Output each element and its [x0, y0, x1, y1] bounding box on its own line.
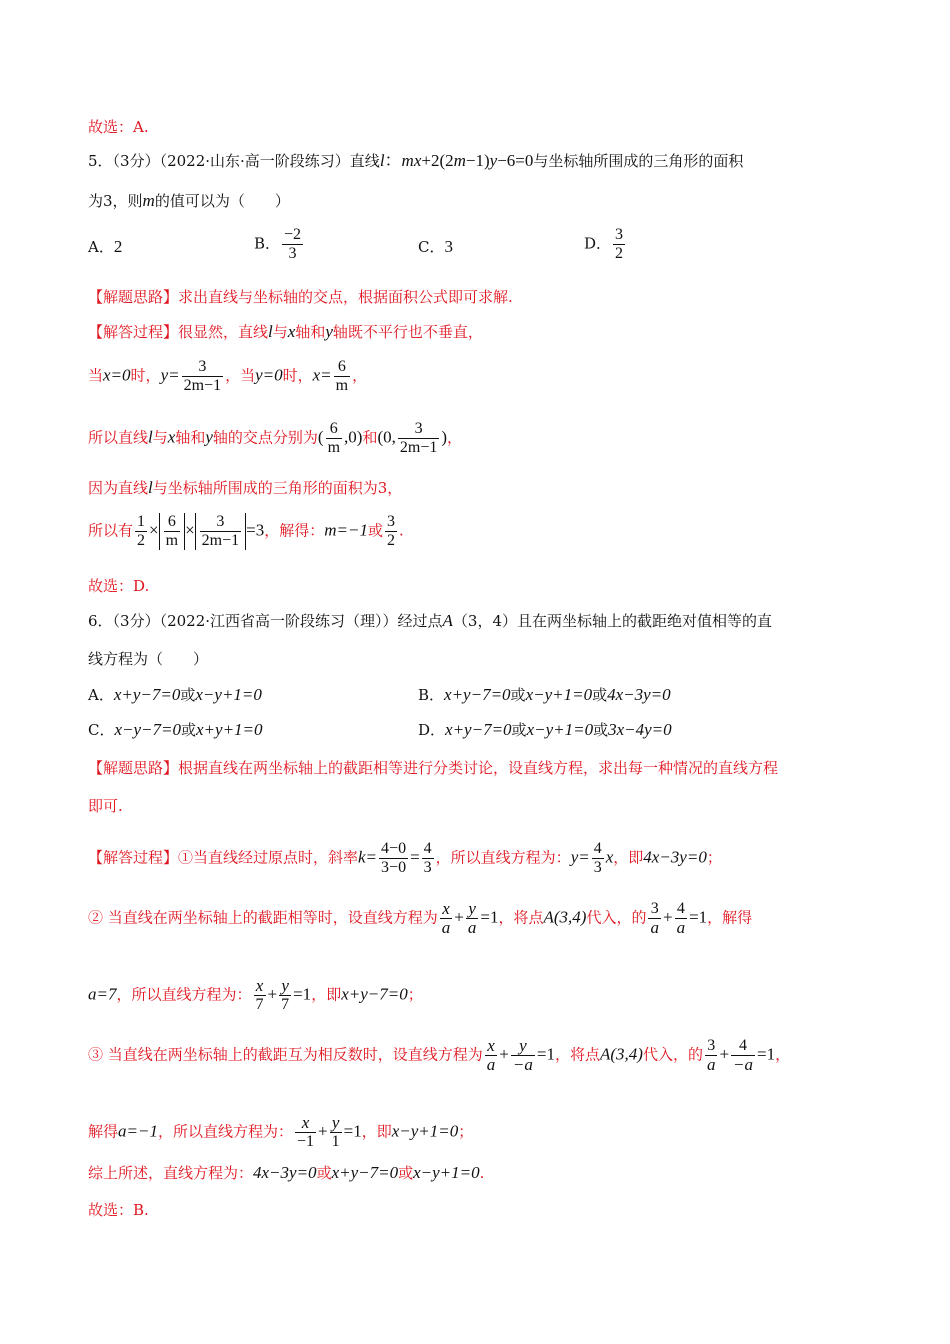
q6-c2l-f1-den: 7 — [255, 996, 264, 1013]
q5-s3-p1-open: ( — [317, 427, 324, 447]
q6-process-case2 — [88, 900, 752, 937]
q6-c1-f1-den: 3−0 — [381, 859, 407, 876]
q5-s2-f1-num: 3 — [182, 358, 223, 377]
q5-s5-abs2-num: 3 — [200, 513, 241, 532]
q6-c3-f4-den: −a — [733, 1055, 754, 1074]
q6-option-a — [88, 684, 262, 706]
q5-process-step3 — [88, 420, 462, 457]
q5-s1-y: y — [325, 322, 333, 341]
q5-option-a-value: 2 — [113, 237, 123, 256]
q6-option-d-e3: 3x−4y=0 — [608, 720, 672, 739]
q5-process-step5 — [88, 513, 404, 550]
q5-s4-l: l — [148, 478, 153, 497]
q6-c1-d: ； — [706, 848, 722, 867]
q6-c3-b: ，将点 — [554, 1045, 600, 1064]
q6-option-c-e2: x+y+1=0 — [196, 720, 263, 739]
q5-eq-f: y — [489, 151, 498, 170]
q6-option-a-e1: x+y−7=0 — [113, 685, 181, 704]
q5-s5-abs1-fraction — [164, 513, 180, 550]
q6-c3l-d: ； — [458, 1122, 474, 1141]
q5-stem-line2-a: 为3，则 — [88, 192, 143, 210]
q5-s3-p2-den: 2m−1 — [399, 439, 438, 456]
q6-process-case1 — [88, 840, 722, 877]
q6-thinking-line2: 即可. — [88, 797, 123, 815]
q6-c3-f3-num: 3 — [705, 1037, 718, 1056]
q5-s2-y: y= — [160, 365, 180, 385]
q5-s5-abs1-num: 6 — [164, 513, 180, 532]
q6-c2l-plus: + — [267, 984, 278, 1004]
q6-c2-a: ② 当直线在两坐标轴上的截距相等时，设直线方程为 — [88, 908, 438, 927]
q6-c2-f1-den: a — [441, 918, 451, 937]
q5-s5-half-num: 1 — [137, 513, 146, 530]
q6-option-c-label: C． — [88, 721, 115, 739]
q6-c2-b: ，将点 — [498, 908, 544, 927]
q6-c3-fraction-3 — [705, 1037, 718, 1074]
q6-c3-f1-den: a — [486, 1055, 496, 1074]
q6-c2l-c: ，即 — [311, 985, 342, 1004]
q5-s2-f1-den: 2m−1 — [183, 377, 222, 394]
q6-option-b-label: B． — [418, 686, 445, 704]
q6-c3-fraction-4 — [731, 1037, 755, 1074]
q5-stem-line1 — [88, 150, 743, 172]
q6-c2-f2-den: a — [467, 918, 477, 937]
q6-c1-f3-den: 3 — [593, 859, 602, 876]
q6-c2-c: 代入，的 — [586, 908, 647, 927]
q6-c3-d: ， — [775, 1045, 791, 1064]
q6-c1-b: ，所以直线方程为： — [435, 848, 571, 867]
q6-answer-choice: 故选：B. — [88, 1201, 149, 1219]
q5-s3-x: x — [167, 427, 176, 447]
q5-s5-half-den: 2 — [137, 532, 146, 549]
q6-c3l-c: ，即 — [361, 1122, 392, 1141]
q5-process-step1 — [88, 321, 483, 343]
q6-c3-fraction-1 — [485, 1037, 498, 1074]
q6-c1-eq: = — [410, 847, 420, 867]
q6-option-b-or1: 或 — [510, 686, 526, 704]
q6-c3-eq: =1 — [536, 1044, 555, 1064]
q6-c2-eq-2: =1 — [689, 907, 708, 927]
q6-sum-e3: x−y+1=0 — [413, 1163, 480, 1182]
q5-process-step4 — [88, 477, 402, 499]
q5-s5-abs-2 — [195, 513, 246, 550]
q5-s3-p1-close: ,0) — [344, 427, 363, 447]
q6-c1-f2-num: 4 — [423, 840, 432, 857]
q6-sum-e2: x+y−7=0 — [331, 1163, 399, 1182]
q6-sum-e1: 4x−3y=0 — [253, 1163, 317, 1182]
q6-option-d-label: D． — [418, 721, 446, 739]
q5-option-b — [254, 226, 305, 263]
q6-c2-fraction-2 — [466, 900, 479, 937]
q5-s1-b: 与 — [272, 323, 288, 341]
q5-option-d-label: D． — [584, 234, 612, 253]
q5-s2-x: x= — [312, 365, 332, 385]
q5-s5-r-num: 3 — [386, 513, 395, 530]
q6-c3l-fraction-1 — [295, 1114, 316, 1151]
q6-c3-point: A(3,4) — [599, 1044, 643, 1064]
q6-c2l-b: ，所以直线方程为： — [116, 985, 252, 1004]
q6-c1-fraction-2 — [422, 840, 434, 877]
q6-c2-eq: =1 — [480, 907, 499, 927]
q6-thinking-line1: 【解题思路】根据直线在两坐标轴上的截距相等进行分类讨论，设直线方程，求出每一种情况的直线方程 — [88, 759, 779, 777]
q5-s1-c: 轴和 — [295, 323, 326, 341]
q6-c1-f2-den: 3 — [423, 859, 432, 876]
q5-answer-choice: 故选：D. — [88, 577, 150, 595]
q5-s5-result-fraction — [385, 513, 397, 550]
q6-option-a-label: A． — [88, 686, 114, 704]
q5-stem-line2-b: 的值可以为（ ） — [154, 192, 290, 210]
q5-option-d — [584, 226, 627, 263]
q4-answer-choice: 故选：A. — [88, 118, 149, 136]
q6-c2-fraction-3 — [648, 900, 661, 937]
q6-c3l-a: 解得 — [88, 1122, 119, 1141]
q6-c3l-f2-num: y — [330, 1114, 342, 1133]
q6-c3-eq-2: =1 — [757, 1044, 776, 1064]
q6-stem-line2: 线方程为（ ） — [88, 650, 209, 668]
q6-c2l-eq: =1 — [293, 984, 312, 1004]
q5-s2-fraction-2 — [334, 358, 350, 395]
q5-s3-p2-num: 3 — [398, 420, 439, 439]
q5-s2-e: ， — [352, 366, 368, 385]
q5-option-d-den: 2 — [615, 245, 624, 262]
q5-s1-x: x — [287, 322, 296, 341]
q5-s2-fraction-1 — [182, 358, 223, 395]
q6-option-b-e1: x+y−7=0 — [444, 685, 511, 704]
q5-s5-half-fraction — [135, 513, 147, 550]
q6-c3l-b: ，所以直线方程为： — [157, 1122, 293, 1141]
q6-c2-fraction-1 — [440, 900, 453, 937]
q5-eq-c: (2 — [439, 151, 454, 170]
q5-stem-line2 — [88, 190, 290, 212]
q5-eq-e: −1) — [465, 151, 490, 170]
q5-s3-e: 和 — [362, 428, 378, 447]
q5-option-c — [418, 236, 453, 258]
q5-s5-a: 所以有 — [88, 521, 134, 540]
q6-c1-res: 4x−3y=0 — [643, 847, 707, 867]
q6-stem-point-a: A — [442, 611, 453, 630]
q6-option-a-or1: 或 — [180, 686, 196, 704]
q6-option-a-e2: x−y+1=0 — [195, 685, 262, 704]
q6-option-d-or2: 或 — [593, 721, 609, 739]
q6-c1-y: y= — [570, 847, 590, 867]
q6-c3-fraction-2 — [511, 1037, 535, 1074]
q6-c2-f3-num: 3 — [648, 900, 661, 919]
q5-eq-b: +2 — [421, 151, 440, 170]
q5-option-a-label: A． — [88, 238, 114, 256]
q5-s3-p1-num: 6 — [326, 420, 342, 439]
q6-c2l-f2-num: y — [279, 977, 291, 996]
q5-s2-b: 时， — [130, 366, 161, 385]
q5-s2-c: ，当 — [225, 366, 256, 385]
q5-s5-abs-1 — [159, 513, 185, 550]
q6-c2-fraction-4 — [675, 900, 688, 937]
q6-c3-plus-2: + — [719, 1044, 730, 1064]
q6-c3l-eq: =1 — [343, 1121, 362, 1141]
q6-c2l-f2-den: 7 — [281, 996, 290, 1013]
q5-s5-dot: . — [398, 521, 404, 540]
q5-stem-suffix: 与坐标轴所围成的三角形的面积 — [533, 152, 744, 170]
q5-option-a — [88, 236, 122, 258]
q6-c2l-f1-num: x — [254, 977, 266, 996]
q6-process-case2-cont — [88, 977, 423, 1014]
q6-sum-or1: 或 — [316, 1164, 332, 1182]
q5-stem-prefix: 5．（3分）（2022·山东·高一阶段练习）直线 — [88, 152, 380, 170]
q6-c2-f2-num: y — [466, 900, 479, 919]
q6-c1-fraction-3 — [592, 840, 604, 877]
q5-option-b-num: −2 — [284, 226, 302, 243]
q5-option-d-num: 3 — [615, 226, 624, 243]
q6-option-c-or1: 或 — [181, 721, 197, 739]
q6-c1-f1-num: 4−0 — [381, 840, 407, 857]
q6-c2-plus: + — [454, 907, 464, 927]
q6-c2-d: ，解得 — [707, 908, 753, 927]
q5-s5-times-1: × — [149, 520, 159, 540]
q6-c3l-f1-den: −1 — [296, 1133, 315, 1150]
q6-c2-point: A(3,4) — [543, 907, 587, 927]
q6-c3-a: ③ 当直线在两坐标轴上的截距互为相反数时，设直线方程为 — [88, 1045, 483, 1064]
q5-option-b-label: B． — [254, 234, 281, 253]
q5-s5-abs2-den: 2m−1 — [201, 532, 240, 549]
q6-option-b-e2: x−y+1=0 — [525, 685, 593, 704]
q5-s1-l: l — [268, 322, 273, 341]
q6-c3-f1-num: x — [485, 1037, 498, 1056]
q6-c2-plus-2: + — [662, 907, 673, 927]
q5-eq-l: l — [379, 151, 385, 170]
q6-c2-f4-num: 4 — [675, 900, 688, 919]
q5-s3-c: 轴和 — [175, 428, 206, 447]
q5-option-b-den: 3 — [288, 245, 297, 262]
q6-stem-a: 6．（3分）（2022·江西省高一阶段练习（理））经过点 — [88, 612, 443, 630]
q5-eq-g: −6=0 — [497, 151, 534, 170]
q5-s3-a: 所以直线 — [88, 428, 149, 447]
q6-c2-f4-den: a — [676, 918, 686, 937]
q5-stem-var: m — [142, 191, 155, 210]
q5-s3-f: ， — [447, 428, 463, 447]
q5-s2-x0: x=0 — [103, 365, 131, 385]
q6-option-c-e1: x−y−7=0 — [114, 720, 181, 739]
q6-c3l-res: x−y+1=0 — [391, 1121, 459, 1141]
q6-stem-b: （3，4）且在两坐标轴上的截距绝对值相等的直 — [452, 612, 773, 630]
q6-c2l-d: ； — [407, 985, 423, 1004]
q5-s3-y: y — [205, 427, 213, 447]
q6-option-b-or2: 或 — [592, 686, 608, 704]
q6-c3-c: 代入，的 — [642, 1045, 703, 1064]
q6-sum-dot: . — [479, 1164, 485, 1182]
q5-s5-m: m=−1 — [324, 520, 368, 540]
q5-s5-eq: =3 — [246, 520, 265, 540]
q6-c1-c: ，即 — [613, 848, 644, 867]
q5-option-c-value: 3 — [444, 237, 453, 256]
q6-c2l-a: a=7 — [88, 984, 117, 1004]
q6-option-d-e1: x+y−7=0 — [445, 720, 512, 739]
q6-option-b-e3: 4x−3y=0 — [607, 685, 671, 704]
q5-s5-abs1-den: m — [165, 532, 179, 549]
q6-option-d — [418, 719, 672, 741]
q6-c1-k: k= — [358, 847, 378, 867]
q6-stem-line1 — [88, 610, 772, 632]
q6-c3-f3-den: a — [706, 1055, 716, 1074]
q6-c3-plus: + — [499, 1044, 509, 1064]
q6-c2l-res: x+y−7=0 — [341, 984, 408, 1004]
q5-s3-p2-open: (0, — [377, 427, 396, 447]
q6-summary — [88, 1162, 484, 1184]
q6-c2-f3-den: a — [650, 918, 659, 937]
q5-s2-f2-den: m — [335, 377, 349, 394]
q5-s1-d: 轴既不平行也不垂直， — [332, 323, 483, 341]
q6-option-d-e2: x−y+1=0 — [526, 720, 594, 739]
q5-thinking: 【解题思路】求出直线与坐标轴的交点，根据面积公式即可求解. — [88, 288, 513, 306]
q6-sum-or2: 或 — [398, 1164, 414, 1182]
q6-c2l-fraction-2 — [279, 977, 291, 1014]
q6-c3l-av: a=−1 — [118, 1121, 158, 1141]
q5-eq-colon: ： — [384, 151, 402, 170]
q6-process-case3-cont — [88, 1114, 473, 1151]
q6-c3l-f1-num: x — [295, 1114, 316, 1133]
q5-option-c-label: C． — [418, 238, 445, 256]
q5-s3-d: 轴的交点分别为 — [212, 428, 318, 447]
q5-s5-times-2: × — [185, 520, 195, 540]
q5-s5-r-den: 2 — [386, 532, 395, 549]
q6-option-d-or1: 或 — [511, 721, 527, 739]
q5-s1-a: 【解答过程】很显然，直线 — [88, 323, 269, 341]
q6-c2-f1-num: x — [440, 900, 453, 919]
q5-process-step2 — [88, 358, 367, 395]
q6-c3l-f2-den: 1 — [331, 1133, 340, 1150]
q5-s4-a: 因为直线 — [88, 479, 149, 497]
q5-s3-l: l — [148, 427, 153, 447]
q6-sum-a: 综上所述，直线方程为： — [88, 1164, 254, 1182]
q5-s2-f2-num: 6 — [334, 358, 350, 377]
q6-c3-f4-num: 4 — [731, 1037, 755, 1056]
q5-s5-c: 或 — [367, 521, 383, 540]
q5-option-b-fraction — [282, 226, 303, 263]
q6-c3l-fraction-2 — [330, 1114, 342, 1151]
q5-s3-p2-fraction — [398, 420, 439, 457]
q5-s3-p1-den: m — [327, 439, 341, 456]
q6-c2l-fraction-1 — [254, 977, 266, 1014]
q5-option-d-fraction — [613, 226, 625, 263]
q6-option-c — [88, 719, 263, 741]
q5-s3-p2-close: ) — [441, 427, 448, 447]
q6-c1-fraction-1 — [379, 840, 408, 877]
q6-c1-x: x — [605, 847, 614, 867]
q6-c3l-plus: + — [318, 1121, 328, 1141]
q5-s2-a: 当 — [88, 366, 104, 385]
q5-s2-y0: y=0 — [255, 365, 283, 385]
q5-s3-p1-fraction — [326, 420, 342, 457]
q5-s5-abs2-fraction — [200, 513, 241, 550]
q6-c1-f3-num: 4 — [593, 840, 602, 857]
q6-process-case3 — [88, 1037, 790, 1074]
q5-s2-d: 时， — [282, 366, 313, 385]
q5-eq-a: mx — [401, 151, 422, 170]
q5-s3-b: 与 — [152, 428, 168, 447]
q5-eq-d: m — [453, 151, 466, 170]
q5-s4-b: 与坐标轴所围成的三角形的面积为3， — [152, 479, 403, 497]
q5-s5-b: ，解得： — [264, 521, 325, 540]
q6-c3-f2-den: −a — [512, 1055, 533, 1074]
q6-c3-f2-num: y — [511, 1037, 535, 1056]
q6-option-b — [418, 684, 671, 706]
q6-c1-a: 【解答过程】①当直线经过原点时，斜率 — [88, 848, 359, 867]
